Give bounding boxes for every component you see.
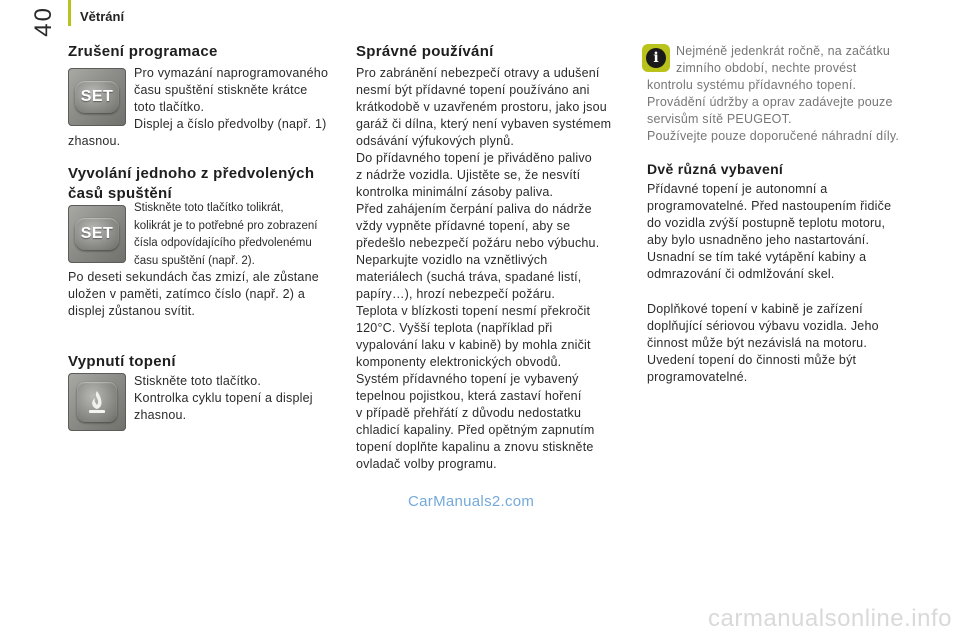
text-line: kontrolu systému přídavného topení. <box>647 78 857 92</box>
correct-usage-text <box>356 65 631 473</box>
text-line: 120°C. Vyšší teplota (například při <box>356 321 553 335</box>
text-line: Teplota v blízkosti topení nesmí překročit <box>356 304 591 318</box>
text-line: Pro vymazání naprogramovaného <box>134 66 329 80</box>
two-equipments-heading: Dvě různá vybavení <box>647 161 784 177</box>
text-line: Přídavné topení je autonomní a <box>647 182 828 196</box>
text-line: Nejméně jedenkrát ročně, na začátku <box>676 44 891 58</box>
text-line: z nádrže vozidla. Ujistěte se, že nesvítí <box>356 168 581 182</box>
page-number: 40 <box>30 6 57 37</box>
text-line: Provádění údržby a oprav zadávejte pouze <box>647 95 893 109</box>
heater-button-image <box>68 373 126 431</box>
text-line: činnost může být nezávislá na motoru. <box>647 336 868 350</box>
heading-line: časů spuštění <box>68 185 172 202</box>
text-line: Kontrolka cyklu topení a displej <box>134 391 313 405</box>
section-title: Větrání <box>80 9 125 24</box>
two-equipments-paragraph-1 <box>647 181 932 283</box>
text-line: displej zůstanou svítit. <box>68 304 196 318</box>
text-line: vypalování laku v kabině) by mohla zničit <box>356 338 591 352</box>
set-button-label: SET <box>75 218 119 250</box>
text-line: Stiskněte toto tlačítko tolikrát, <box>134 202 284 214</box>
text-line: chladicí kapaliny. Před opětným zapnutím <box>356 423 595 437</box>
text-line: Pro zabránění nebezpečí otravy a udušení <box>356 66 600 80</box>
watermark-footer: carmanualsonline.info <box>708 605 952 632</box>
heading-line: Vyvolání jednoho z předvolených <box>68 165 315 182</box>
text-line: v případě přehřátí z důvodu nedostatku <box>356 406 582 420</box>
text-line: do vozidla zvýší postupně teplotu motoru, <box>647 216 886 230</box>
text-line: programovatelné. <box>647 370 748 384</box>
text-line: času spuštění stiskněte krátce <box>134 83 308 97</box>
text-line: garáž či dílna, který není vybaven systémem <box>356 117 612 131</box>
text-line: Systém přídavného topení je vybavený <box>356 372 579 386</box>
text-line: doplňující sériovou výbavu vozidla. Jeho <box>647 319 879 333</box>
info-note-top <box>676 43 926 77</box>
text-line: tepelnou pojistkou, která zastaví hoření <box>356 389 582 403</box>
header-accent-bar <box>68 0 71 26</box>
text-line: programovatelné. Před nastoupením řidiče <box>647 199 892 213</box>
text-line: odsávání výfukových plynů. <box>356 134 515 148</box>
text-line: Usnadní se tím také vytápění kabiny a <box>647 250 867 264</box>
text-line: uložen v paměti, zatímco číslo (např. 2) a <box>68 287 305 301</box>
text-line: ovladač volby programu. <box>356 457 497 471</box>
info-icon: i <box>642 44 670 72</box>
info-note-body <box>647 77 937 145</box>
text-line: čísla odpovídajícího předvolenému <box>134 237 312 249</box>
text-line: nesmí být přídavné topení používáno ani <box>356 83 590 97</box>
text-line: materiálech (suchá tráva, spadané listí, <box>356 270 582 284</box>
cancel-programming-text-end: zhasnou. <box>68 134 121 148</box>
text-line: zimního období, nechte provést <box>676 61 857 75</box>
text-line: Doplňkové topení v kabině je zařízení <box>647 302 863 316</box>
set-button-image <box>68 68 126 126</box>
heater-icon <box>77 382 117 422</box>
text-line: krátkodobě v uzavřeném prostoru, jako jsou <box>356 100 607 114</box>
text-line: toto tlačítko. <box>134 100 205 114</box>
text-line: aby bylo usnadněno jeho nastartování. <box>647 233 870 247</box>
heating-off-heading: Vypnutí topení <box>68 353 176 370</box>
text-line: vždy vypněte přídavné topení, aby se <box>356 219 571 233</box>
text-line: Po deseti sekundách čas zmizí, ale zůstane <box>68 270 319 284</box>
two-equipments-paragraph-2 <box>647 301 932 386</box>
text-line: Neparkujte vozidlo na vznětlivých <box>356 253 548 267</box>
text-line: papíry…), hrozí nebezpečí požáru. <box>356 287 556 301</box>
cancel-programming-text <box>134 65 349 133</box>
heating-off-text <box>134 373 349 424</box>
text-line: servisům sítě PEUGEOT. <box>647 112 792 126</box>
text-line: Používejte pouze doporučené náhradní díly. <box>647 129 900 143</box>
text-line: Uvedení topení do činnosti může být <box>647 353 857 367</box>
set-button-image <box>68 205 126 263</box>
text-line: odmrazování či odmlžování skel. <box>647 267 835 281</box>
text-line: zhasnou. <box>134 408 187 422</box>
text-line: času spuštění (např. 2). <box>134 254 255 267</box>
recall-preset-text <box>134 200 349 270</box>
recall-preset-after <box>68 269 348 320</box>
text-line: kontrolka minimální zásoby paliva. <box>356 185 554 199</box>
cancel-programming-heading: Zrušení programace <box>68 43 218 60</box>
recall-preset-heading <box>68 164 314 204</box>
text-line: Displej a číslo předvolby (např. 1) <box>134 117 327 131</box>
text-line: kolikrát je to potřebné pro zobrazení <box>134 219 318 232</box>
text-line: Do přídavného topení je přiváděno palivo <box>356 151 592 165</box>
text-line: předešlo nebezpečí požáru nebo výbuchu. <box>356 236 600 250</box>
text-line: komponenty elektronických obvodů. <box>356 355 562 369</box>
watermark-center: CarManuals2.com <box>408 493 535 510</box>
text-line: Před zahájením čerpání paliva do nádrže <box>356 202 592 216</box>
text-line: Stiskněte toto tlačítko. <box>134 374 262 388</box>
correct-usage-heading: Správné používání <box>356 43 494 60</box>
set-button-label: SET <box>75 81 119 113</box>
text-line: topení doplňte kapalinu a znovu stiskněte <box>356 440 594 454</box>
